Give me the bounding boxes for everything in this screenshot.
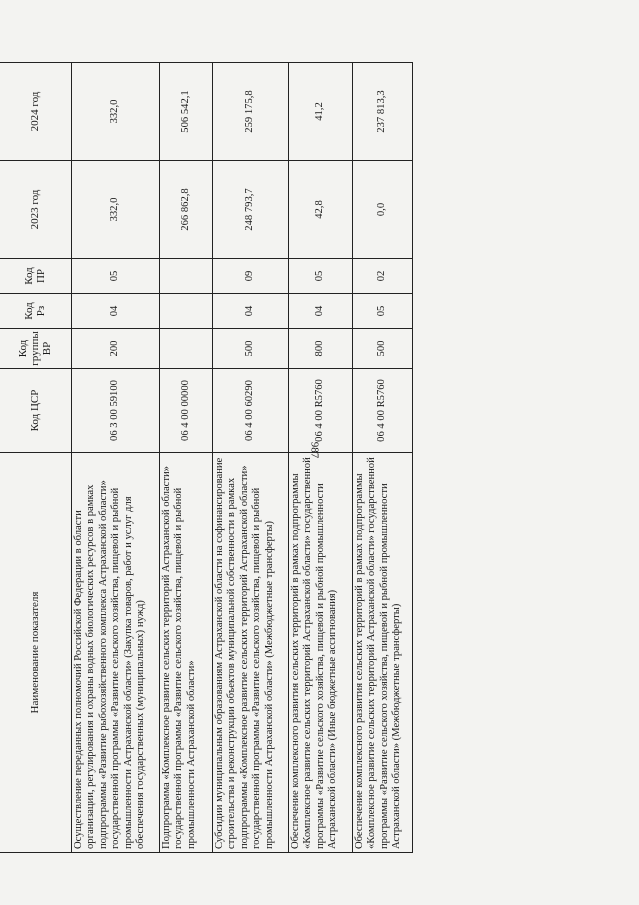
row-name: Осуществление переданных полномочий Российской Федерации в области организации, регулирования и охраны водных биологических ресурсов в рамках подпрограммы «Развитие рыбохозяйственного комплекса Астраханской области» государственной программы «Развитие сельского хозяйства, пищевой и рыбной промышленности Астраханской области» (Закупка товаров, работ и услуг для обеспечения государственных (муниципальных) нужд) <box>72 453 160 853</box>
header-csr: Код ЦСР <box>0 369 72 453</box>
row-vr <box>160 329 213 369</box>
header-2024: 2024 год <box>0 63 72 161</box>
page-number: 987 <box>308 441 321 459</box>
row-rz: 04 <box>213 294 289 329</box>
row-csr: 06 4 00 00000 <box>160 369 213 453</box>
row-2024: 237 813,3 <box>353 63 413 161</box>
row-vr: 800 <box>289 329 353 369</box>
table-row <box>72 63 160 853</box>
row-vr: 200 <box>72 329 160 369</box>
budget-table <box>0 62 413 853</box>
rotated-table-container <box>0 63 403 853</box>
row-rz: 05 <box>353 294 413 329</box>
row-rz: 04 <box>289 294 353 329</box>
row-2023: 0,0 <box>353 161 413 259</box>
row-rz <box>160 294 213 329</box>
row-rz: 04 <box>72 294 160 329</box>
table-row <box>353 63 413 853</box>
row-csr: 06 4 00 R5760 <box>289 369 353 453</box>
row-csr: 06 4 00 60290 <box>213 369 289 453</box>
row-name: Субсидии муниципальным образованиям Астраханской области на софинансирование строительства и реконструкции объектов муниципальной собственности в рамках подпрограммы «Комплексное развитие сельских территорий Астраханской области» государственной программы «Развитие сельского хозяйства, пищевой и рыбной промышленности Астраханской области» (Межбюджетные трансферты) <box>213 453 289 853</box>
row-2024: 259 175,8 <box>213 63 289 161</box>
row-2023: 248 793,7 <box>213 161 289 259</box>
row-2023: 332,0 <box>72 161 160 259</box>
row-2024: 41,2 <box>289 63 353 161</box>
row-name: Обеспечение комплексного развития сельских территорий в рамках подпрограммы «Комплексное развитие сельских территорий Астраханской области» государственной программы «Развитие сельского хозяйства, пищевой и рыбной промышленности Астраханской области» (Межбюджетные трансферты) <box>353 453 413 853</box>
row-pr: 05 <box>289 259 353 294</box>
row-pr: 05 <box>72 259 160 294</box>
row-2023: 42,8 <box>289 161 353 259</box>
header-name: Наименование показателя <box>0 453 72 853</box>
row-name: Обеспечение комплексного развития сельских территорий в рамках подпрограммы «Комплексное развитие сельских территорий Астраханской области» государственной программы «Развитие сельского хозяйства, пищевой и рыбной промышленности Астраханской области» (Иные бюджетные ассигнования) <box>289 453 353 853</box>
header-2023: 2023 год <box>0 161 72 259</box>
row-2024: 506 542,1 <box>160 63 213 161</box>
row-pr: 09 <box>213 259 289 294</box>
row-name: Подпрограмма «Комплексное развитие сельских территорий Астраханской области» государственной программы «Развитие сельского хозяйства, пищевой и рыбной промышленности Астраханской области» <box>160 453 213 853</box>
row-csr: 06 3 00 59100 <box>72 369 160 453</box>
header-vr: Код группы ВР <box>0 329 72 369</box>
table-row <box>160 63 213 853</box>
table-header-row <box>0 63 72 853</box>
header-pr: Код ПР <box>0 259 72 294</box>
row-2023: 266 862,8 <box>160 161 213 259</box>
header-rz: Код Рз <box>0 294 72 329</box>
row-vr: 500 <box>213 329 289 369</box>
row-csr: 06 4 00 R5760 <box>353 369 413 453</box>
row-pr <box>160 259 213 294</box>
row-pr: 02 <box>353 259 413 294</box>
row-vr: 500 <box>353 329 413 369</box>
table-row <box>289 63 353 853</box>
table-row <box>213 63 289 853</box>
row-2024: 332,0 <box>72 63 160 161</box>
